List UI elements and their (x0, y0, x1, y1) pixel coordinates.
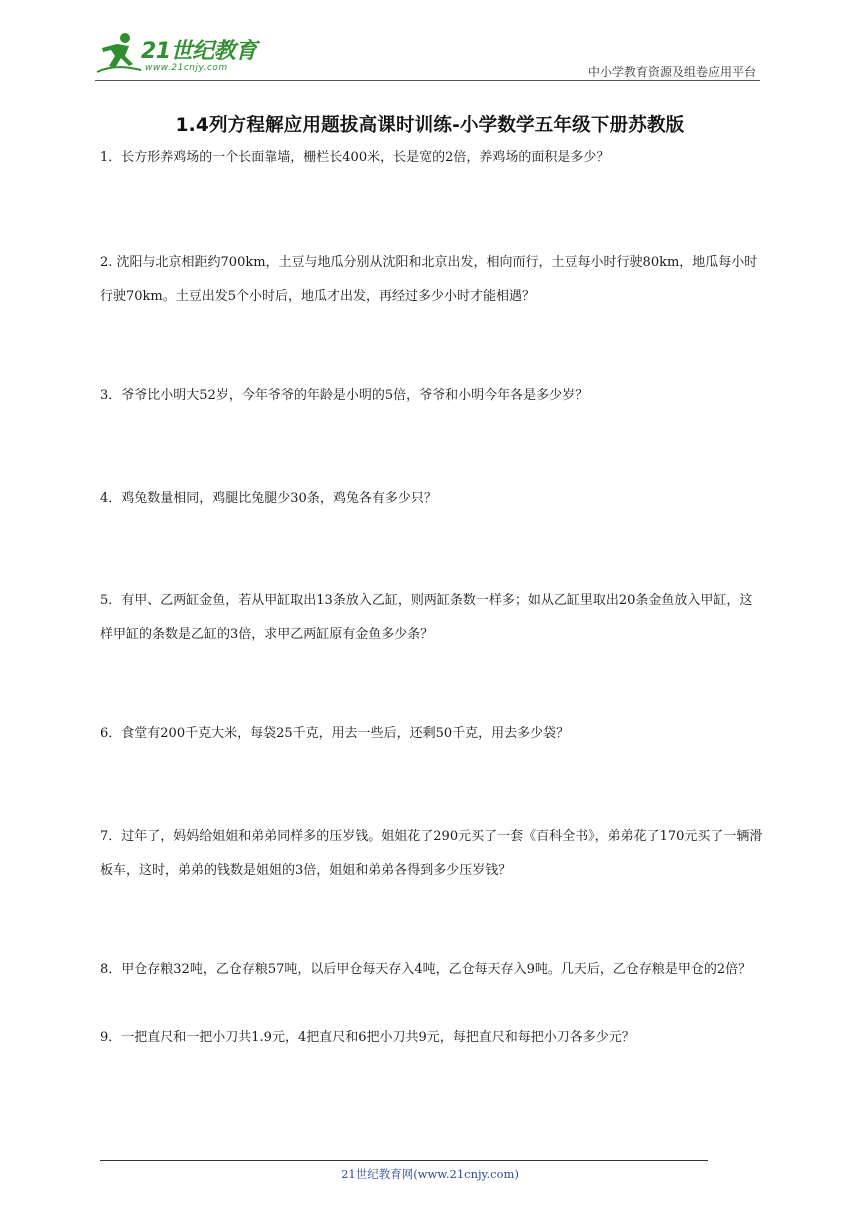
footer-divider (100, 1160, 708, 1161)
question-1: 1．长方形养鸡场的一个长面靠墙，栅栏长400米，长是宽的2倍，养鸡场的面积是多少？ (100, 150, 610, 165)
question-6: 6．食堂有200千克大米，每袋25千克，用去一些后，还剩50千克，用去多少袋？ (100, 726, 570, 741)
page-header (95, 30, 760, 82)
platform-name: 中小学教育资源及组卷应用平台 (587, 65, 756, 79)
question-4: 4．鸡兔数量相同，鸡腿比兔腿少30条，鸡兔各有多少只？ (100, 491, 437, 506)
site-logo[interactable] (95, 30, 265, 78)
question-7: 7．过年了，妈妈给姐姐和弟弟同样多的压岁钱。姐姐花了290元买了一套《百科全书》，弟弟花了170元买了一辆滑板车，这时，弟弟的钱数是姐姐的3倍，姐姐和弟弟各得到多少压岁钱？ (100, 829, 763, 878)
question-3: 3．爷爷比小明大52岁，今年爷爷的年龄是小明的5倍，爷爷和小明今年各是多少岁？ (100, 388, 589, 403)
question-2: 2. 沈阳与北京相距约700km，土豆与地瓜分别从沈阳和北京出发，相向而行，土豆每小时行驶80km，地瓜每小时行驶70km。土豆出发5个小时后，地瓜才出发，再经过多少小时才能相遇？ (100, 255, 758, 304)
logo-url-text: www.21cnjy.com (145, 63, 228, 73)
runner-logo-icon (95, 30, 143, 78)
page-title: 1.4列方程解应用题拔高课时训练-小学数学五年级下册苏教版 (175, 115, 685, 136)
header-divider (95, 80, 760, 81)
question-5: 5．有甲、乙两缸金鱼，若从甲缸取出13条放入乙缸，则两缸条数一样多；如从乙缸里取出20条金鱼放入甲缸，这样甲缸的条数是乙缸的3倍，求甲乙两缸原有金鱼多少条？ (100, 593, 753, 642)
question-8: 8．甲仓存粮32吨，乙仓存粮57吨，以后甲仓每天存入4吨，乙仓每天存入9吨。几天后，乙仓存粮是甲仓的2倍？ (100, 962, 752, 977)
question-9: 9．一把直尺和一把小刀共1.9元，4把直尺和6把小刀共9元，每把直尺和每把小刀各多少元？ (100, 1030, 635, 1045)
footer-link[interactable]: 21世纪教育网(www.21cnjy.com) (341, 1167, 519, 1181)
logo-brand-text: 21世纪教育 (141, 39, 257, 64)
